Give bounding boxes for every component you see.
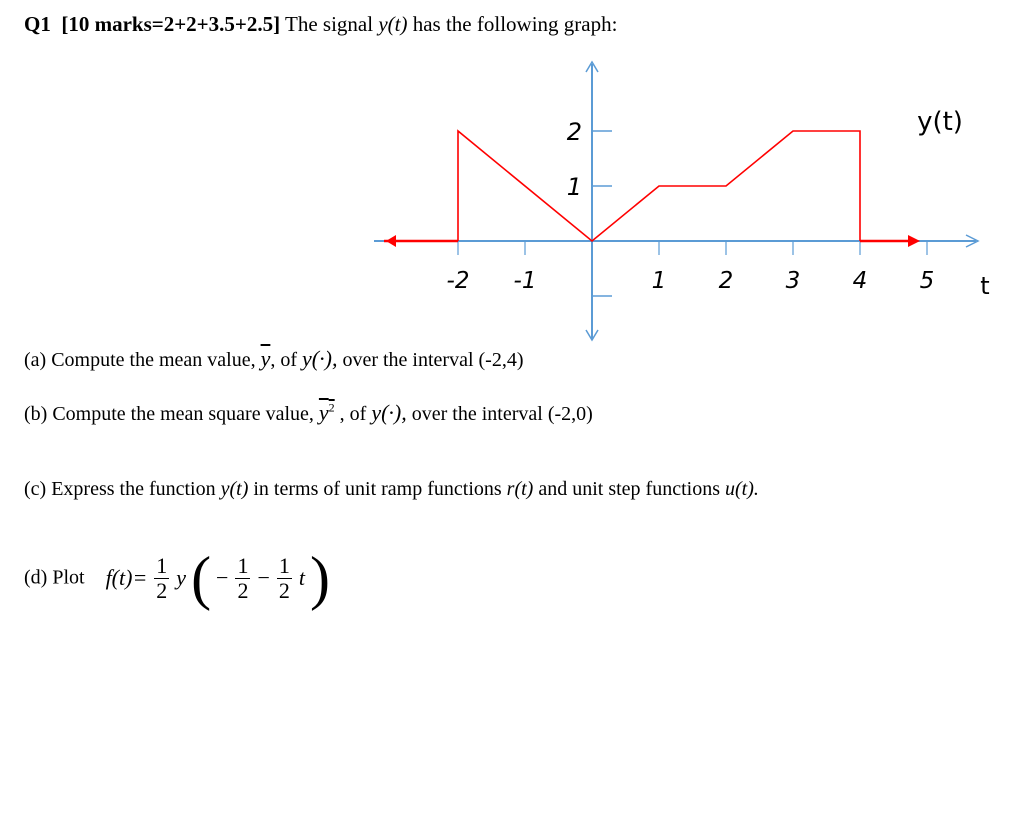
x-tick-label: 1 <box>651 268 667 294</box>
graph-labels <box>447 107 990 300</box>
header-signal: y(t) <box>378 12 408 36</box>
part-d-frac1-den: 2 <box>156 577 168 603</box>
curve-label: y(t) <box>917 107 963 137</box>
part-d-text: (d) Plot <box>24 566 85 589</box>
part-a-symbol: $\overline{y}$ <box>260 346 271 371</box>
part-d-frac2-num: 1 <box>237 552 249 578</box>
part-c <box>24 478 759 501</box>
part-d-frac3 <box>277 554 292 603</box>
x-tick-label: 5 <box>919 268 935 294</box>
part-c-f1: y(t) <box>220 478 249 500</box>
part-d-t: t <box>298 565 306 590</box>
part-c-t1: in terms of unit ramp functions <box>253 478 502 500</box>
part-d-lhs: f(t)= <box>105 565 148 590</box>
x-axis-label: t <box>980 272 990 300</box>
part-d-frac3-den: 2 <box>278 577 290 603</box>
signal-arrow-right <box>908 235 920 247</box>
part-a-func: y(·), <box>302 346 338 371</box>
part-b-func: y(·), <box>371 400 407 425</box>
part-d-frac2-den: 2 <box>237 577 249 603</box>
y-tick-label: 1 <box>566 173 582 201</box>
part-b-exponent: 2 <box>328 400 335 415</box>
part-a-mid: , of <box>270 349 298 371</box>
graph-axes <box>374 62 978 340</box>
x-tick-label: 4 <box>852 268 868 294</box>
header-text-post: has the following graph: <box>412 12 618 36</box>
part-b-mid: , of <box>339 403 367 425</box>
part-d-left-paren: ( <box>191 545 212 611</box>
part-a-text: (a) Compute the mean value, <box>24 349 256 371</box>
part-b-post: over the interval (-2,0) <box>411 403 593 425</box>
part-d-y: y <box>176 565 187 590</box>
part-c-f3: u(t). <box>724 478 759 500</box>
x-tick-label: -2 <box>446 268 470 294</box>
part-d-frac3-num: 1 <box>278 552 290 578</box>
part-d-minus1: − <box>216 565 229 590</box>
signal-arrow-left <box>386 235 396 247</box>
part-d-frac1-num: 1 <box>156 552 168 578</box>
y-tick-label: 2 <box>566 118 582 146</box>
part-d <box>24 545 330 611</box>
x-tick-label: 3 <box>785 268 801 294</box>
part-c-t2: and unit step functions <box>538 478 720 500</box>
header-text-pre: The signal <box>285 12 374 36</box>
part-d-frac2 <box>235 554 250 603</box>
x-tick-label: 2 <box>718 268 734 294</box>
part-d-minus2: − <box>257 565 270 590</box>
signal-curve <box>384 131 920 247</box>
question-header <box>24 12 617 37</box>
marks-breakdown: [10 marks=2+2+3.5+2.5] <box>61 12 281 36</box>
signal-line <box>458 131 860 241</box>
part-c-text: (c) Express the function <box>24 478 216 500</box>
part-c-f2: r(t) <box>506 478 534 500</box>
part-b <box>24 400 593 426</box>
signal-graph <box>360 58 1000 358</box>
part-b-symbol <box>319 400 335 425</box>
part-b-symbol-letter: y <box>318 400 329 425</box>
part-d-frac1 <box>154 554 169 603</box>
part-d-right-paren: ) <box>310 545 330 611</box>
part-a <box>24 346 524 372</box>
question-number: Q1 <box>24 12 51 36</box>
x-tick-label: -1 <box>513 268 537 294</box>
part-a-post: over the interval (-2,4) <box>342 349 524 371</box>
part-b-text: (b) Compute the mean square value, <box>24 403 314 425</box>
